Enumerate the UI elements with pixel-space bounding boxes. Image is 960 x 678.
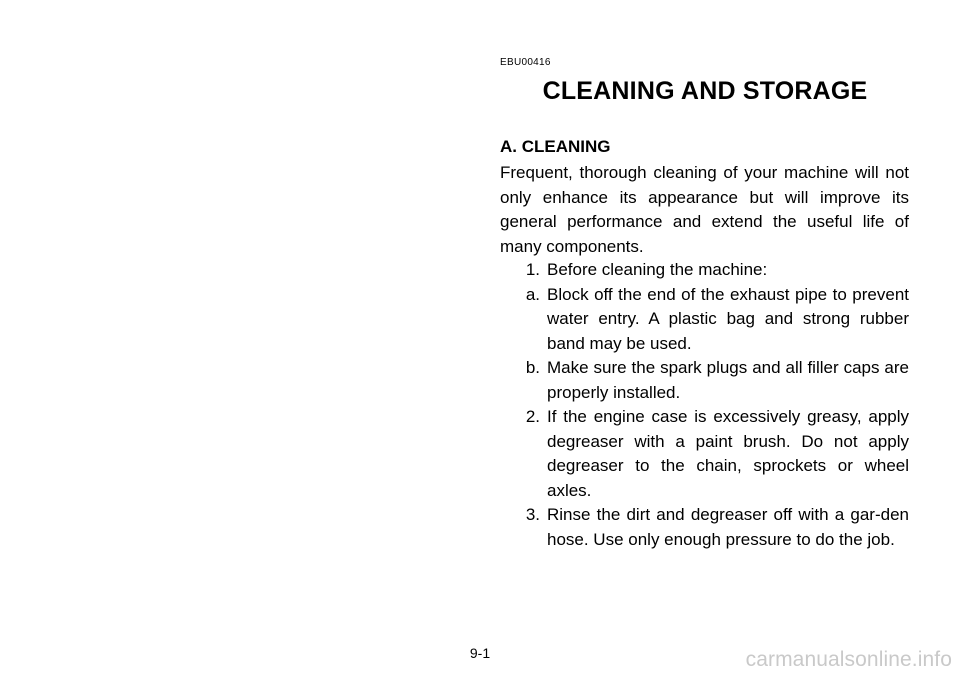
list-item-marker: a.	[525, 284, 540, 304]
list-item-marker: 2.	[525, 407, 540, 426]
list-item	[500, 405, 909, 503]
list-item-text: If the engine case is excessively greasy, apply degreaser with a paint brush. Do not apply degreaser to the chain, sprockets or wheel axles.	[547, 407, 909, 500]
section-heading: A. CLEANING	[500, 137, 611, 156]
watermark: carmanualsonline.info	[745, 648, 952, 671]
list-item-text: Make sure the spark plugs and all filler caps are properly installed.	[547, 358, 909, 402]
page-number: 9-1	[469, 645, 491, 661]
list-item-marker: b.	[525, 358, 540, 377]
list-item-marker: 3.	[525, 505, 540, 524]
list-item-text: Rinse the dirt and degreaser off with a gar-den hose. Use only enough pressure to do the job.	[547, 505, 909, 549]
intro-paragraph: Frequent, thorough cleaning of your machine will not only enhance its appearance but will improve its general performance and extend the useful life of many components.	[500, 163, 909, 256]
list-item-text: Block off the end of the exhaust pipe to prevent water entry. A plastic bag and strong rubber band may be used.	[547, 284, 909, 353]
list-item-text: Before cleaning the machine:	[547, 260, 768, 279]
cleaning-steps-list	[500, 258, 909, 552]
document-code: EBU00416	[500, 57, 551, 68]
list-item-marker: 1.	[525, 260, 540, 279]
list-item	[500, 283, 909, 357]
list-item	[500, 356, 909, 405]
list-item	[500, 258, 909, 283]
page-title: CLEANING AND STORAGE	[542, 77, 868, 105]
list-item	[500, 503, 909, 552]
